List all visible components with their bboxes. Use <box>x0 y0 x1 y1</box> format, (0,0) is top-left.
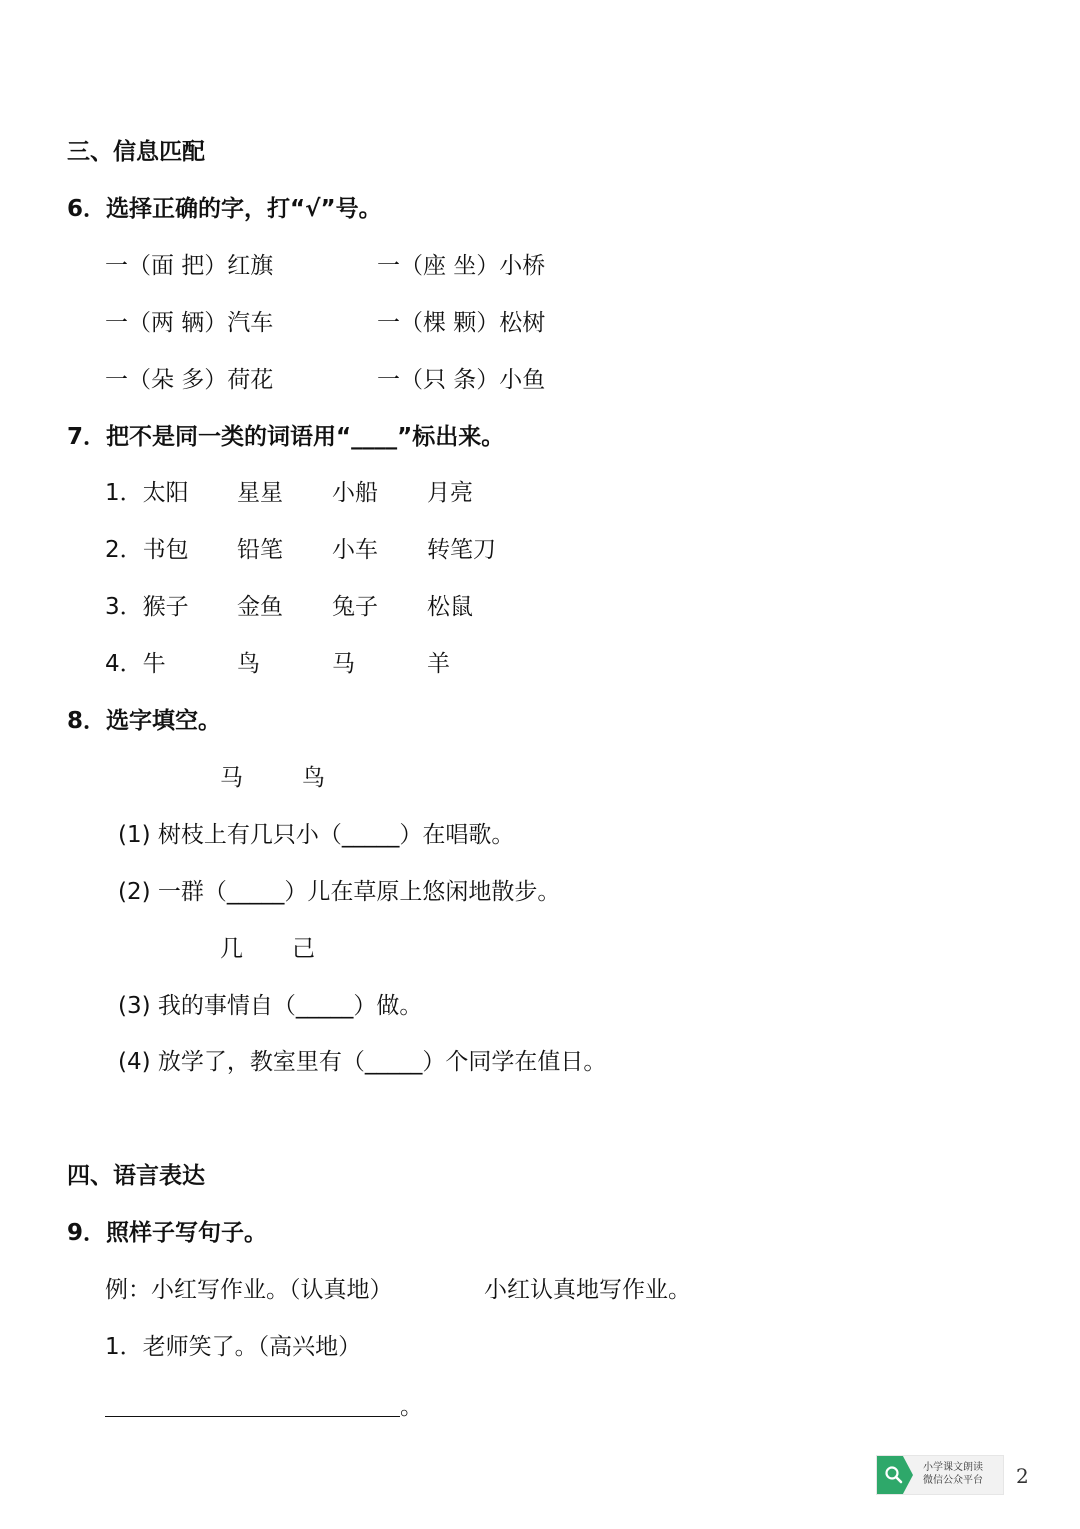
page-number: 2 <box>1016 1464 1029 1488</box>
section-3-title: 三、信息匹配 <box>67 139 205 165</box>
q7-word: 马 <box>332 651 355 677</box>
q7-word: 星星 <box>237 480 283 506</box>
question-7-title: 7．把不是同一类的词语用“____”标出来。 <box>67 424 505 450</box>
q9-answer-period: 。 <box>400 1394 423 1420</box>
q9-example-right: 小红认真地写作业。 <box>484 1277 691 1303</box>
question-6-title: 6．选择正确的字，打“√”号。 <box>67 196 382 222</box>
q7-word: 3．猴子 <box>105 594 189 620</box>
q6-item: 一（两 辆）汽车 <box>105 310 274 336</box>
q7-word: 小车 <box>332 537 378 563</box>
q8-sentence-1: (1) 树枝上有几只小（_____）在唱歌。 <box>118 822 515 848</box>
search-icon <box>877 1456 913 1494</box>
watermark-line-2: 微信公众平台 <box>923 1475 983 1486</box>
q7-word: 鸟 <box>237 651 260 677</box>
q7-word: 金鱼 <box>237 594 283 620</box>
watermark-line-1: 小学课文朗读 <box>923 1462 983 1473</box>
question-8-title: 8．选字填空。 <box>67 708 222 734</box>
q8-option-char: 鸟 <box>302 765 325 791</box>
q7-word: 转笔刀 <box>427 537 496 563</box>
q8-sentence-3: (3) 我的事情自（_____）做。 <box>118 993 423 1019</box>
q6-item: 一（面 把）红旗 <box>105 253 274 279</box>
q9-answer-line[interactable] <box>105 1416 400 1417</box>
q8-sentence-2: (2) 一群（_____）儿在草原上悠闲地散步。 <box>118 879 561 905</box>
question-9-title: 9．照样子写句子。 <box>67 1220 268 1246</box>
q8-option-char: 己 <box>292 936 315 962</box>
q7-word: 羊 <box>427 651 450 677</box>
wechat-watermark <box>876 1455 1004 1495</box>
q7-word: 月亮 <box>427 480 473 506</box>
q8-option-char: 几 <box>220 936 243 962</box>
q6-item: 一（棵 颗）松树 <box>377 310 546 336</box>
q6-item: 一（座 坐）小桥 <box>377 253 546 279</box>
q6-item: 一（朵 多）荷花 <box>105 367 274 393</box>
q9-example-left: 例：小红写作业。（认真地） <box>105 1277 393 1303</box>
q8-option-char: 马 <box>220 765 243 791</box>
q7-word: 2．书包 <box>105 537 189 563</box>
q6-item: 一（只 条）小鱼 <box>377 367 546 393</box>
section-4-title: 四、语言表达 <box>67 1163 205 1189</box>
q8-sentence-4: (4) 放学了，教室里有（_____）个同学在值日。 <box>118 1049 607 1075</box>
q7-word: 松鼠 <box>427 594 473 620</box>
q7-word: 1．太阳 <box>105 480 189 506</box>
q9-item-1: 1．老师笑了。（高兴地） <box>105 1334 362 1360</box>
q7-word: 兔子 <box>332 594 378 620</box>
q7-word: 铅笔 <box>237 537 283 563</box>
q7-word: 4．牛 <box>105 651 166 677</box>
q7-word: 小船 <box>332 480 378 506</box>
